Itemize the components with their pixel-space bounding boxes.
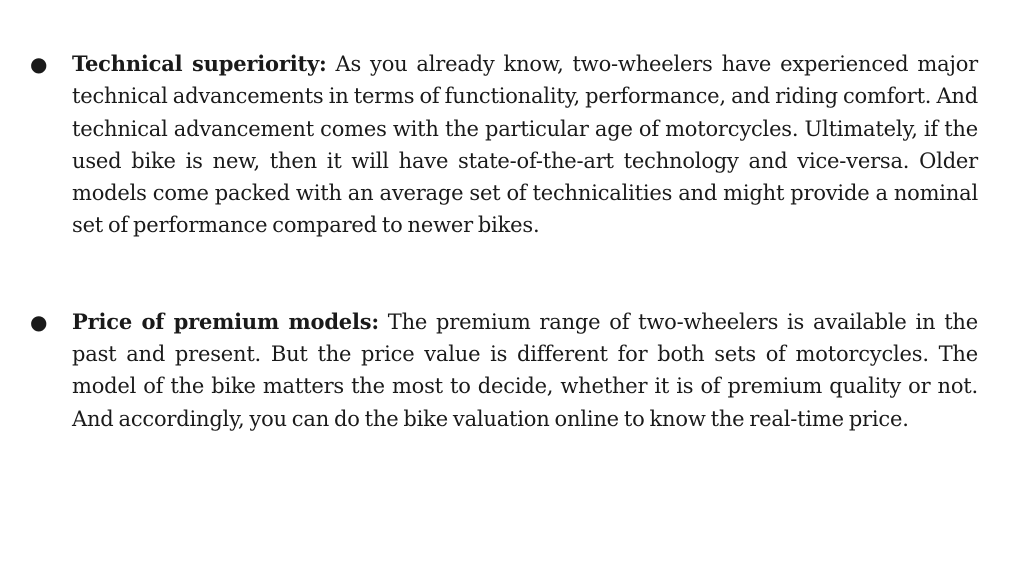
- bullet-paragraph: [72, 48, 978, 242]
- bullet-body: As you already know, two-wheelers have experienced major technical advancements in terms of functionality, performance, and riding comfort. And technical advancement comes with the particular age of motorcycles. Ultimately, if the used bike is new, then it will have state-of-the-art technology and vice-versa. Older models come packed with an average set of technicalities and might provide a nominal set of performance compared to newer bikes.: [72, 52, 978, 238]
- bullet-body: The premium range of two-wheelers is available in the past and present. But the price value is different for both sets of motorcycles. The model of the bike matters the most to decide, whether it is of premium quality or not. And accordingly, you can do the bike valuation online to know the real-time price.: [72, 309, 978, 431]
- bullet-marker: ●: [30, 309, 48, 334]
- bullet-heading: Price of premium models:: [72, 308, 379, 334]
- bullet-list: [30, 48, 978, 435]
- bullet-item-technical-superiority: [30, 48, 978, 242]
- bullet-marker: ●: [30, 52, 48, 76]
- bullet-item-price-of-premium-models: [30, 306, 978, 435]
- bullet-paragraph: [72, 306, 978, 435]
- bullet-heading: Technical superiority:: [72, 51, 327, 76]
